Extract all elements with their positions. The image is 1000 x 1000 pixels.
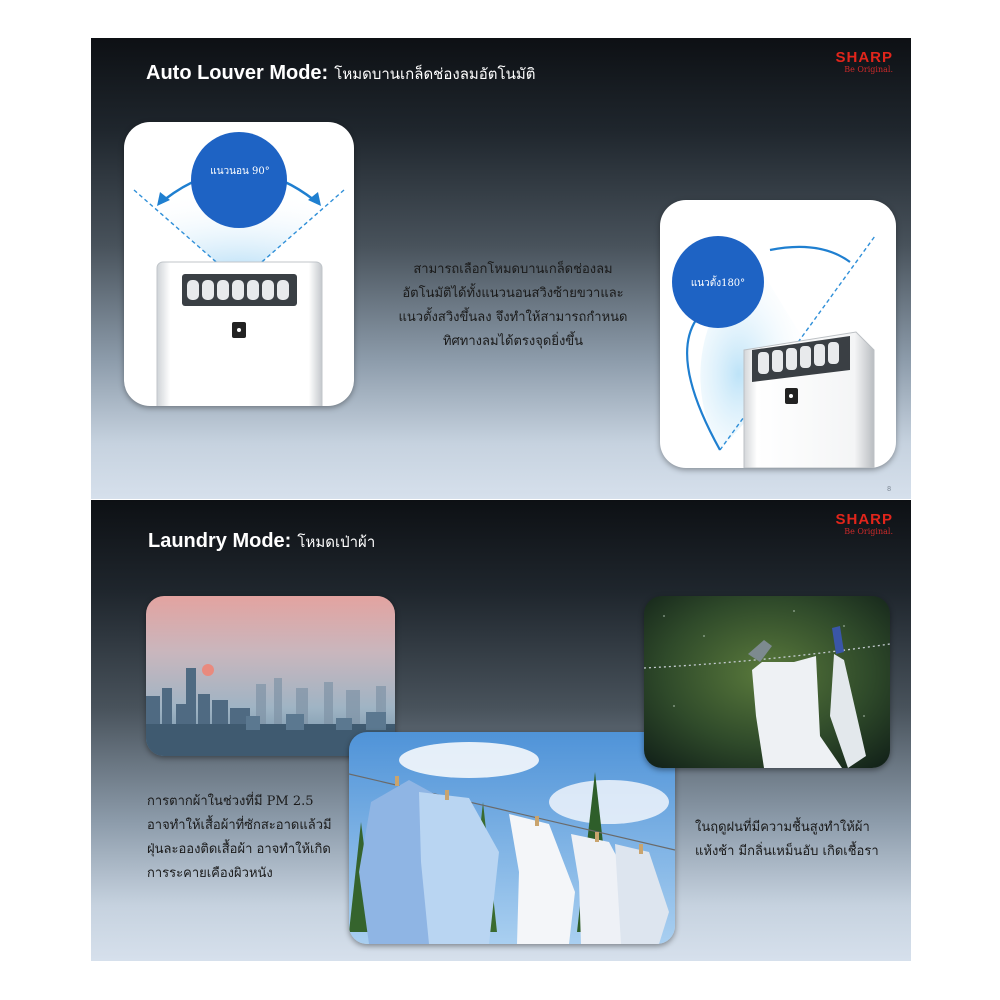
brand-tagline: Be Original. (844, 65, 893, 74)
sharp-logo (835, 512, 893, 536)
description-line: ในฤดูฝนที่มีความชื้นสูงทำให้ผ้า (695, 820, 870, 835)
slide-auto-louver (91, 38, 911, 499)
vertical-swing-illustration (660, 200, 896, 468)
horizontal-angle-label: แนวนอน 90° (210, 166, 270, 177)
description-line: อัตโนมัติได้ทั้งแนวนอนสวิงซ้ายขวาและ (402, 286, 624, 301)
slide-laundry-mode (91, 500, 911, 961)
rainy-season-description (695, 816, 895, 864)
description-line: แห้งช้า มีกลิ่นเหม็นอับ เกิดเชื้อรา (695, 844, 879, 859)
sharp-logo (835, 50, 893, 74)
description-line: ทิศทางลมได้ตรงจุดยิ่งขึ้น (442, 334, 584, 349)
rainy-laundry-photo (644, 596, 890, 768)
description-line: การตากผ้าในช่วงที่มี PM 2.5 (147, 794, 314, 809)
description-line: แนวตั้งสวิงขึ้นลง จึงทำให้สามารถกำหนด (398, 310, 628, 325)
brand-logo-text: SHARP (835, 511, 893, 528)
hazy-city-photo (146, 596, 395, 756)
horizontal-louver-card (124, 122, 354, 406)
louver-description (383, 258, 643, 354)
pm25-description (147, 790, 357, 886)
laundry-line-photo (349, 732, 675, 944)
description-line: อาจทำให้เสื้อผ้าที่ซักสะอาดแล้วมี (147, 818, 332, 833)
description-line: การระคายเคืองผิวหนัง (147, 866, 273, 881)
slide-title (148, 530, 375, 554)
brand-tagline: Be Original. (844, 527, 893, 536)
title-english: Auto Louver Mode: (146, 62, 329, 84)
page-number: 8 (887, 486, 891, 493)
title-english: Laundry Mode: (148, 530, 292, 552)
slide-title (146, 62, 535, 86)
description-line: สามารถเลือกโหมดบานเกล็ดช่องลม (413, 262, 613, 277)
title-thai: โหมดบานเกล็ดช่องลมอัตโนมัติ (334, 65, 536, 83)
title-thai: โหมดเป่าผ้า (297, 533, 376, 551)
horizontal-angle-circle (191, 132, 287, 228)
vertical-angle-label: แนวตั้ง180° (690, 278, 746, 289)
vertical-louver-card (660, 200, 896, 468)
brand-logo-text: SHARP (835, 49, 893, 66)
description-line: ฝุ่นละอองติดเสื้อผ้า อาจทำให้เกิด (147, 842, 331, 857)
